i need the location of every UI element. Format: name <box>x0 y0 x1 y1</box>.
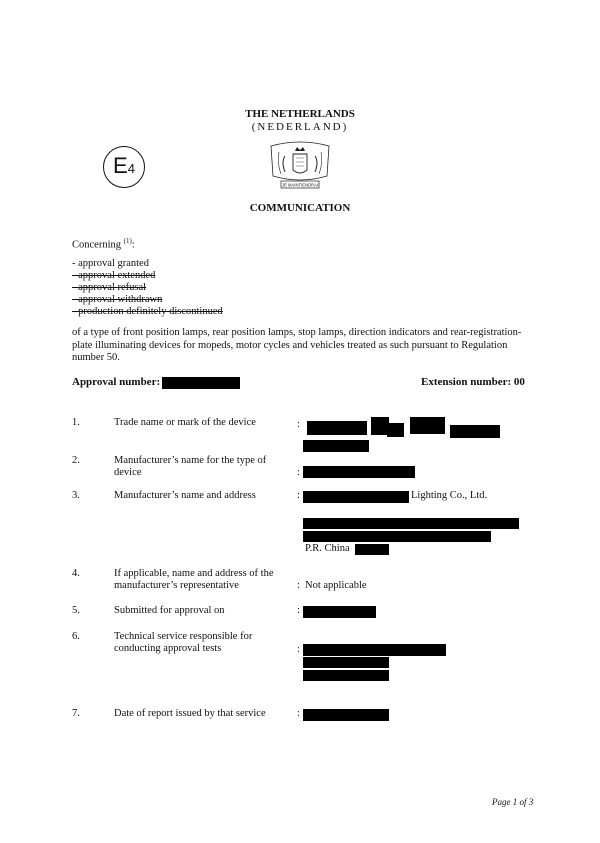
redacted-value <box>303 670 389 681</box>
item-label-technical-service: Technical service responsible for conducting approval tests <box>114 631 253 654</box>
item-label-trade-name: Trade name or mark of the device <box>114 417 256 428</box>
item-label-type-name: Manufacturer’s name for the type of device <box>114 455 267 478</box>
item-colon: : <box>297 708 300 719</box>
item-number: 3. <box>72 490 80 501</box>
option-production-discontinued: - production definitely discontinued <box>72 306 223 317</box>
redacted-value <box>410 417 445 434</box>
document-title: COMMUNICATION <box>249 202 351 214</box>
item-number: 2. <box>72 455 80 466</box>
item-colon: : <box>297 605 300 616</box>
redacted-value <box>307 421 367 435</box>
footnote-ref: (1) <box>123 237 132 245</box>
approval-number-label: Approval number: <box>72 376 161 388</box>
item-label-representative: If applicable, name and address of the manufacturer’s representative <box>114 568 274 591</box>
motto-text: JE MAINTIENDRAI <box>281 182 319 188</box>
e-mark-icon <box>103 146 145 188</box>
e-mark-number: 4 <box>127 161 135 176</box>
address-country: P.R. China <box>305 543 350 554</box>
redacted-value <box>303 466 415 478</box>
redacted-approval-number <box>162 377 240 389</box>
option-approval-withdrawn: - approval withdrawn <box>72 294 163 305</box>
redacted-address <box>303 518 519 529</box>
concerning-label: Concerning $^{(1)}$: <box>72 237 135 251</box>
option-approval-granted: - approval granted <box>72 258 149 269</box>
redacted-value <box>303 491 409 503</box>
redacted-value <box>303 709 389 721</box>
redacted-value <box>303 606 376 618</box>
redacted-value <box>303 644 446 656</box>
item-colon: : <box>297 419 300 430</box>
device-description: of a type of front position lamps, rear position lamps, stop lamps, direction indicators and rear-registration-plate illuminating devices for mopeds, motor cycles and vehicles treated as such pursuant to Regulation number 50. <box>72 327 522 364</box>
item-label-report-date: Date of report issued by that service <box>114 708 266 719</box>
redacted-value <box>387 423 404 437</box>
item-label-manufacturer: Manufacturer’s name and address <box>114 490 256 501</box>
coat-of-arms-icon <box>265 140 335 192</box>
redacted-address <box>303 531 491 542</box>
item-number: 5. <box>72 605 80 616</box>
item-colon: : <box>297 467 300 478</box>
item-number: 7. <box>72 708 80 719</box>
redacted-address <box>355 544 389 555</box>
item-colon: : <box>297 644 300 655</box>
manufacturer-name-suffix: Lighting Co., Ltd. <box>411 490 488 501</box>
redacted-value <box>303 657 389 668</box>
country-native-heading: (NEDERLAND) <box>251 121 349 133</box>
e-mark-letter: E <box>113 153 128 178</box>
redacted-value <box>303 440 369 452</box>
item-label-submitted: Submitted for approval on <box>114 605 225 616</box>
extension-value: 00 <box>513 376 525 388</box>
option-approval-extended: - approval extended <box>72 270 156 281</box>
item-number: 6. <box>72 631 80 642</box>
redacted-value <box>450 425 500 438</box>
country-heading: THE NETHERLANDS <box>245 108 355 120</box>
item-number: 1. <box>72 417 80 428</box>
extension-number: Extension number: 00 <box>421 376 525 388</box>
item-colon: : <box>297 580 300 591</box>
item-number: 4. <box>72 568 80 579</box>
page-number: Page 1 of 3 <box>492 797 534 807</box>
option-approval-refusal: - approval refusal <box>72 282 147 293</box>
representative-value: Not applicable <box>305 580 367 591</box>
item-colon: : <box>297 490 300 501</box>
